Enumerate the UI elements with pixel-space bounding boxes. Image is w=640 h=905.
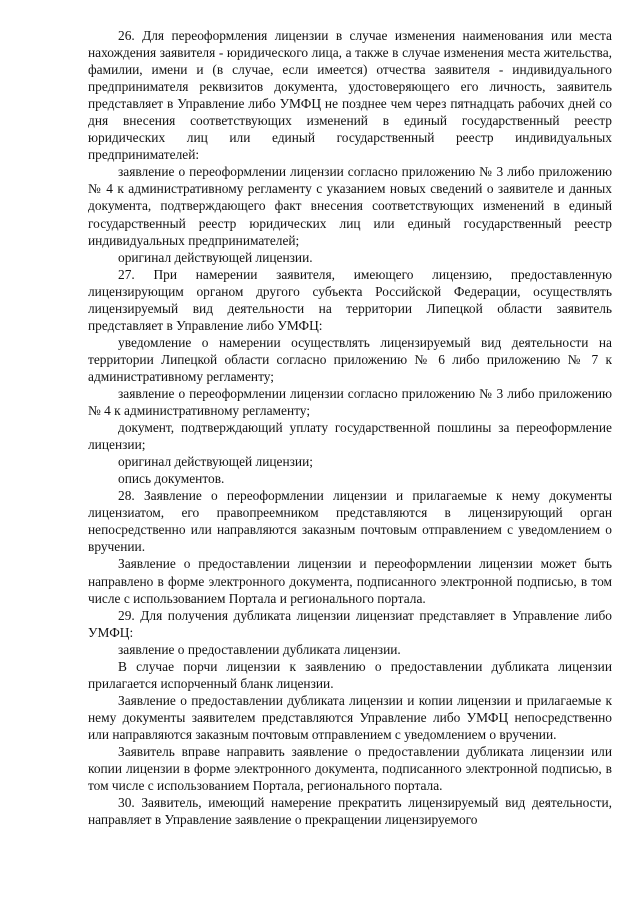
paragraph-electronic-submission: Заявление о предоставлении лицензии и переоформлении лицензии может быть направлено в форме электронного документа, подписанного электронной подписью, в том числе с использованием Портала и регионального портала. [88,556,612,606]
paragraph-28: 28. Заявление о переоформлении лицензии и прилагаемые к нему документы лицензиатом, его правопреемником представляются в лицензирующий орган непосредственно или направляются заказным почтовым отправлением с уведомлением о вручении. [88,488,612,555]
paragraph-duplicate-electronic: Заявитель вправе направить заявление о предоставлении дубликата лицензии или копии лицензии в форме электронного документа, подписанного электронной подписью, в том числе с использованием Портала, регионального портала. [88,743,612,794]
paragraph-29: 29. Для получения дубликата лицензии лицензиат представляет в Управление либо УМФЦ: [88,607,612,640]
paragraph-27: 27. При намерении заявителя, имеющего лицензию, предоставленную лицензирующим органом другого субъекта Российской Федерации, осуществлять лицензируемый вид деятельности на территории Липецкой области заявитель представляет в Управление либо УМФЦ: [88,266,612,333]
list-item-reissue-application-2: заявление о переоформлении лицензии согласно приложению № 3 либо приложению № 4 к административному регламенту; [88,385,612,419]
list-item-document-inventory: опись документов. [118,471,225,487]
list-item-duplicate-application: заявление о предоставлении дубликата лицензии. [118,641,401,657]
paragraph-damaged-license: В случае порчи лицензии к заявлению о предоставлении дубликата лицензии прилагается испорченный бланк лицензии. [88,658,612,691]
list-item-original-license: оригинал действующей лицензии. [118,249,313,265]
paragraph-30: 30. Заявитель, имеющий намерение прекратить лицензируемый вид деятельности, направляет в Управление заявление о прекращении лицензируемого [88,795,612,828]
list-item-fee-document: документ, подтверждающий уплату государственной пошлины за переоформление лицензии; [88,420,612,453]
paragraph-26: 26. Для переоформления лицензии в случае изменения наименования или места нахождения заявителя - юридического лица, а также в случае изменения места жительства, фамилии, имени и (в случае, если имеется) отчества заявителя - индивидуального предпринимателя реквизитов документа, удостоверяющего его личность, заявитель представляет в Управление либо УМФЦ не позднее чем через пятнадцать рабочих дней со дня внесения соответствующих изменений в единый государственный реестр юридических лиц или единый государственный реестр индивидуальных предпринимателей: [88,28,612,163]
paragraph-duplicate-submission: Заявление о предоставлении дубликата лицензии и копии лицензии и прилагаемые к нему документы заявителем представляются Управление либо УМФЦ непосредственно или направляются заказным почтовым отправлением с уведомлением о вручении. [88,692,612,742]
list-item-original-license-2: оригинал действующей лицензии; [118,454,313,470]
list-item-reissue-application: заявление о переоформлении лицензии согласно приложению № 3 либо приложению № 4 к административному регламенту с указанием новых сведений о заявителе и данных документа, подтверждающего факт внесения соответствующих изменений в единый государственный реестр юридических лиц или единый государственный реестр индивидуальных предпринимателей; [88,164,612,248]
list-item-intent-notice: уведомление о намерении осуществлять лицензируемый вид деятельности на территории Липецкой области согласно приложению № 6 либо приложению № 7 к административному регламенту; [88,334,612,384]
